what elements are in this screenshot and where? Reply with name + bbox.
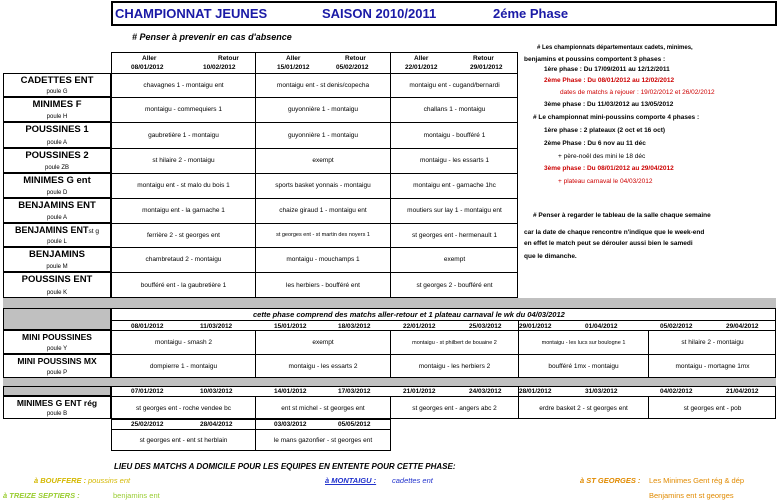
team-name: BENJAMINS — [29, 249, 85, 260]
match-cell: montaigu - boufféré 1 — [423, 131, 486, 139]
montaigu-label: à MONTAIGU : — [325, 476, 377, 485]
mini-date: 01/04/2012 — [585, 323, 618, 330]
team-poule: poule K — [46, 290, 68, 296]
match-cell: guyonnière 1 - montaigu — [287, 131, 359, 139]
match-cell: chaize giraud 1 - montaigu ent — [279, 207, 367, 214]
team-poule: poule L — [47, 239, 67, 245]
match-cell: montaigu ent - cugand/bernardi — [409, 81, 500, 89]
team-poule: poule A — [46, 140, 68, 146]
match-cell: gaubretière 1 - montaigu — [148, 131, 219, 139]
info-line: 1ère phase : Du 17/09/2011 au 12/12/2011 — [544, 66, 670, 73]
info-line: + plateau carnaval le 04/03/2012 — [558, 178, 653, 185]
match-cell: les herbiers - boufféré ent — [286, 281, 360, 289]
team-minimes-f — [3, 97, 111, 122]
team-name-suffix: st g — [88, 228, 99, 235]
mg-date2: 03/03/2012 — [274, 421, 307, 428]
h1-date-retour: 10/02/2012 — [203, 64, 236, 71]
match-cell: ent st michel - st georges ent — [281, 404, 365, 412]
h3-retour: Retour — [473, 55, 494, 62]
match-cell: montaigu - les lucs sur boulogne 1 — [541, 339, 626, 346]
bouffere-value: poussins ent — [88, 476, 131, 485]
team-name: BENJAMINS ENT — [18, 200, 96, 211]
info-line: # Penser à regarder le tableau de la salle chaque semaine — [533, 212, 711, 219]
mini-date: 05/02/2012 — [660, 323, 693, 330]
mini-date: 29/01/2012 — [519, 323, 552, 330]
mini-date: 18/03/2012 — [338, 323, 371, 330]
match-cell: boufféré 1mx - montaigu — [548, 363, 619, 370]
team-benjamins — [3, 247, 111, 272]
h2-date-aller: 15/01/2012 — [277, 64, 310, 71]
info-line: + père-noël des mini le 18 déc — [558, 153, 646, 160]
h2-aller: Aller — [286, 55, 301, 62]
mg-date: 21/04/2012 — [726, 388, 759, 395]
team-poussines-2 — [3, 148, 111, 173]
h3-aller: Aller — [414, 55, 429, 62]
mg-gray-band — [3, 378, 776, 386]
mini-banner: cette phase comprend des matchs aller-retour et 1 plateau carnaval le wk du 04/03/2012 — [253, 310, 565, 319]
team-poule: poule P — [46, 370, 68, 376]
info-line: dates de matchs à rejouer : 19/02/2012 et 26/02/2012 — [560, 89, 715, 96]
match-cell: sports basket yonnais - montaigu — [275, 182, 371, 189]
team-poule: poule Y — [46, 346, 68, 352]
team-name: POUSSINS ENT — [21, 274, 93, 285]
h3-date-retour: 29/01/2012 — [470, 64, 503, 71]
stgeorges-value-2: Benjamins ent st georges — [649, 491, 734, 500]
mini-date: 29/04/2012 — [726, 323, 759, 330]
grid-hline — [111, 148, 518, 149]
team-name: MINIMES G ent — [23, 175, 91, 186]
mg-date: 17/03/2012 — [338, 388, 371, 395]
grid-hline — [111, 173, 518, 174]
mini-date: 22/01/2012 — [403, 323, 436, 330]
grid-hline — [111, 223, 518, 224]
team-poule: poule H — [46, 114, 68, 120]
h1-aller: Aller — [142, 55, 157, 62]
grid-hline — [111, 122, 518, 123]
match-cell: erdre basket 2 - st georges ent — [539, 404, 628, 412]
team-poule: poule ZB — [44, 165, 69, 171]
team-poussines-1 — [3, 122, 111, 148]
info-line: 2ème Phase : Du 08/01/2012 au 12/02/2012 — [544, 77, 675, 84]
match-cell: montaigu - commequiers 1 — [145, 106, 222, 113]
mg-date: 31/03/2012 — [585, 388, 618, 395]
info-line: 3ème phase : Du 11/03/2012 au 13/05/2012 — [544, 101, 674, 108]
info-line: 2ème Phase : Du 6 nov au 11 déc — [544, 140, 646, 147]
team-poule: poule M — [46, 264, 68, 270]
team-poule: poule B — [46, 411, 68, 417]
team-minimes-g-ent-reg — [3, 396, 111, 419]
team-mini-poussins-mx — [3, 354, 111, 378]
footer-title: LIEU DES MATCHS A DOMICILE POUR LES EQUIPES EN ENTENTE POUR CETTE PHASE: — [114, 462, 456, 471]
info-line: # Le championnat mini-poussins comporte 4 phases : — [533, 114, 700, 121]
match-cell: st georges ent - roche vendee bc — [135, 404, 232, 412]
info-line: en effet le match peut se dérouler aussi bien le samedi — [524, 240, 693, 247]
h2-retour: Retour — [345, 55, 366, 62]
match-cell: montaigu - mortagne 1mx — [675, 363, 750, 370]
mini-date: 08/01/2012 — [131, 323, 164, 330]
montaigu-value: cadettes ent — [392, 476, 433, 485]
info-line: benjamins et poussins comportent 3 phases : — [524, 56, 666, 63]
h1-date-aller: 08/01/2012 — [131, 64, 164, 71]
match-cell: dompierre 1 - montaigu — [149, 363, 218, 370]
mini-gray-left — [3, 308, 111, 330]
match-cell: montaigu ent - st malo du bois 1 — [137, 182, 230, 189]
match-cell: moutiers sur lay 1 - montaigu ent — [407, 207, 502, 214]
title-championnat: CHAMPIONNAT JEUNES — [115, 6, 268, 21]
info-line: 3ème phase : Du 08/01/2012 au 29/04/2012 — [544, 165, 674, 172]
match-cell: montaigu ent - garnache 1hc — [413, 182, 496, 189]
bouffere-label: à BOUFFERE : — [34, 476, 87, 485]
treize-value: benjamins ent — [113, 491, 160, 500]
team-poule: poule D — [46, 190, 68, 196]
mini-gray-band — [3, 298, 776, 308]
team-cadettes-ent — [3, 73, 111, 97]
mini-date: 15/01/2012 — [274, 323, 307, 330]
match-cell: exempt — [312, 157, 334, 164]
team-minimes-g-ent — [3, 173, 111, 198]
grid-hline — [111, 272, 518, 273]
treize-label: à TREIZE SEPTIERS : — [3, 491, 80, 500]
team-name: MINI POUSSINS MX — [17, 356, 97, 366]
mg-date: 28/01/2012 — [519, 388, 552, 395]
match-cell: boufféré ent - la gaubretière 1 — [140, 281, 227, 289]
match-cell: st georges ent - hermenault 1 — [412, 231, 497, 239]
mg-gray-left — [3, 386, 111, 396]
team-name: MINIMES F — [32, 99, 82, 110]
grid-hline — [111, 73, 518, 74]
mg-date: 21/01/2012 — [403, 388, 436, 395]
absence-notice: # Penser à prevenir en cas d'absence — [132, 32, 292, 42]
mg-date: 14/01/2012 — [274, 388, 307, 395]
title-phase: 2éme Phase — [493, 6, 569, 21]
team-name: MINIMES G ENT rég — [16, 398, 98, 408]
info-line: 1ère phase : 2 plateaux (2 oct et 16 oct) — [544, 127, 666, 134]
match-cell: st georges ent - ent st herblain — [139, 437, 228, 444]
team-name: POUSSINES 1 — [25, 124, 89, 135]
mg-date2: 25/02/2012 — [131, 421, 164, 428]
match-cell: montaigu - smash 2 — [154, 339, 213, 346]
mg-date: 24/03/2012 — [469, 388, 502, 395]
team-name: CADETTES ENT — [20, 75, 94, 86]
info-line: car la date de chaque rencontre n'indique que le week-end — [524, 229, 705, 236]
info-line: que le dimanche. — [524, 253, 577, 260]
team-name: MINI POUSSINES — [22, 332, 92, 342]
team-benjamins-ent-stg — [3, 223, 111, 247]
mini-banner-line — [111, 320, 776, 321]
stgeorges-label: à ST GEORGES : — [580, 476, 641, 485]
mini-date: 11/03/2012 — [200, 323, 233, 330]
match-cell: montaigu ent - la garnache 1 — [142, 207, 225, 214]
match-cell: chavagnes 1 - montaigu ent — [143, 81, 224, 89]
match-cell: st hilaire 2 - montaigu — [681, 339, 744, 346]
match-cell: exempt — [312, 339, 334, 346]
match-cell: montaigu - les essarts 2 — [288, 363, 358, 370]
match-cell: st georges ent - angers abc 2 — [412, 404, 497, 412]
match-cell: exempt — [443, 256, 466, 263]
match-cell: montaigu ent - st denis/copecha — [276, 81, 370, 89]
match-cell: challans 1 - montaigu — [423, 106, 486, 113]
mg-date: 10/03/2012 — [200, 388, 233, 395]
match-cell: st georges 2 - boufféré ent — [416, 281, 493, 289]
h1-retour: Retour — [218, 55, 239, 62]
match-cell: guyonnière 1 - montaigu — [287, 106, 359, 113]
match-cell: montaigu - les essarts 1 — [419, 157, 489, 164]
match-cell: st georges ent - pob — [683, 404, 742, 412]
grid-hline — [111, 198, 518, 199]
mg-date: 07/01/2012 — [131, 388, 164, 395]
match-cell: ferrière 2 - st georges ent — [147, 231, 220, 239]
info-line: # Les championnats départementaux cadets, minimes, — [537, 45, 693, 51]
team-benjamins-ent — [3, 198, 111, 223]
mg-date: 04/02/2012 — [660, 388, 693, 395]
mini-date: 25/03/2012 — [469, 323, 502, 330]
team-name — [4, 225, 110, 236]
grid-hline — [111, 247, 518, 248]
team-name: POUSSINES 2 — [25, 150, 89, 161]
h2-date-retour: 05/02/2012 — [336, 64, 369, 71]
team-name-main: BENJAMINS ENT — [15, 225, 89, 235]
match-cell: montaigu - st philbert de bouaine 2 — [412, 339, 497, 346]
team-poule: poule A — [46, 215, 68, 221]
match-cell: st hilaire 2 - montaigu — [152, 157, 215, 164]
match-cell: montaigu - les herbiers 2 — [418, 363, 491, 370]
match-cell: montaigu - mouchamps 1 — [286, 256, 360, 263]
match-cell: chambretaud 2 - montaigu — [145, 256, 222, 263]
title-saison: SAISON 2010/2011 — [322, 6, 437, 21]
mg-date2: 28/04/2012 — [200, 421, 233, 428]
match-cell: st georges ent - st martin des noyers 1 — [276, 232, 370, 238]
match-cell: le mans gazonfier - st georges ent — [273, 437, 373, 444]
grid-hline — [111, 97, 518, 98]
mg-date2: 05/05/2012 — [338, 421, 371, 428]
team-poussins-ent — [3, 272, 111, 298]
stgeorges-value: Les Minimes Gent rég & dép — [649, 476, 745, 485]
team-poule: poule G — [46, 89, 68, 95]
h3-date-aller: 22/01/2012 — [405, 64, 438, 71]
team-mini-poussines — [3, 330, 111, 354]
